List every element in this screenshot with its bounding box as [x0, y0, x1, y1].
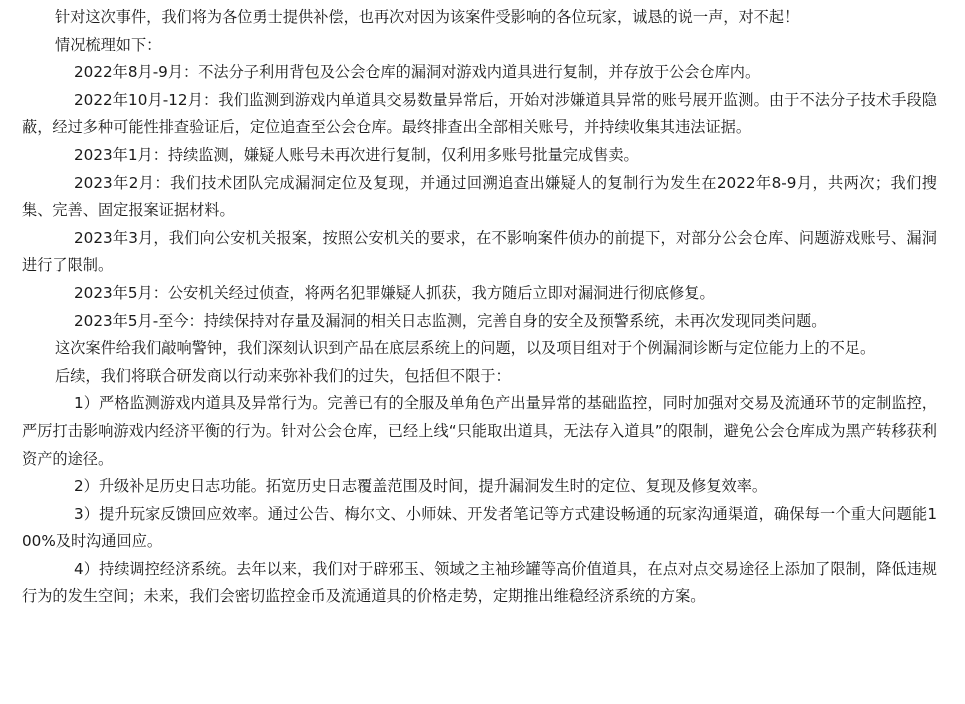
paragraph-measure-4: 4）持续调控经济系统。去年以来，我们对于辟邪玉、领域之主袖珍罐等高价值道具，在点对点交易途径上添加了限制，降低违规行为的发生空间；未来，我们会密切监控金币及流通道具的价格走势，定期推出维稳经济系统的方案。	[22, 559, 937, 606]
paragraph-measure-3: 3）提升玩家反馈回应效率。通过公告、梅尔文、小师妹、开发者笔记等方式建设畅通的玩家沟通渠道，确保每一个重大问题能100%及时沟通回应。	[22, 504, 937, 551]
paragraph-timeline-2023-feb: 2023年2月：我们技术团队完成漏洞定位及复现，并通过回溯追查出嫌疑人的复制行为发生在2022年8-9月，共两次；我们搜集、完善、固定报案证据材料。	[22, 173, 937, 220]
paragraph-summary-heading: 情况梳理如下：	[55, 35, 162, 54]
paragraph-followup-heading: 后续，我们将联合研发商以行动来弥补我们的过失，包括但不限于：	[55, 366, 511, 385]
paragraph-measure-2: 2）升级补足历史日志功能。拓宽历史日志覆盖范围及时间，提升漏洞发生时的定位、复现及修复效率。	[74, 477, 768, 496]
paragraph-timeline-2022-oct-dec: 2022年10月-12月：我们监测到游戏内单道具交易数量异常后，开始对涉嫌道具异常的账号展开监测。由于不法分子技术手段隐蔽，经过多种可能性排查验证后，定位追查至公会仓库。最终排查出全部相关账号，并持续收集其违法证据。	[22, 90, 937, 137]
paragraph-timeline-2022-aug-sep: 2022年8月-9月：不法分子利用背包及公会仓库的漏洞对游戏内道具进行复制，并存放于公会仓库内。	[74, 63, 761, 82]
paragraph-reflection: 这次案件给我们敲响警钟，我们深刻认识到产品在底层系统上的问题，以及项目组对于个例漏洞诊断与定位能力上的不足。	[55, 339, 876, 358]
paragraph-timeline-2023-may-present: 2023年5月-至今：持续保持对存量及漏洞的相关日志监测，完善自身的安全及预警系统，未再次发现同类问题。	[74, 311, 827, 330]
paragraph-timeline-2023-jan: 2023年1月：持续监测，嫌疑人账号未再次进行复制，仅利用多账号批量完成售卖。	[74, 145, 639, 164]
paragraph-apology: 针对这次事件，我们将为各位勇士提供补偿，也再次对因为该案件受影响的各位玩家，诚恳的说一声，对不起！	[55, 8, 800, 26]
paragraph-measure-1: 1）严格监测游戏内道具及异常行为。完善已有的全服及单角色产出量异常的基础监控，同时加强对交易及流通环节的定制监控，严厉打击影响游戏内经济平衡的行为。针对公会仓库，已经上线“只能取出道具，无法存入道具”的限制，避免公会仓库成为黑产转移获利资产的途径。	[22, 394, 937, 468]
paragraph-timeline-2023-mar: 2023年3月，我们向公安机关报案，按照公安机关的要求，在不影响案件侦办的前提下，对部分公会仓库、问题游戏账号、漏洞进行了限制。	[22, 228, 937, 275]
paragraph-timeline-2023-may: 2023年5月：公安机关经过侦查，将两名犯罪嫌疑人抓获，我方随后立即对漏洞进行彻底修复。	[74, 283, 715, 302]
